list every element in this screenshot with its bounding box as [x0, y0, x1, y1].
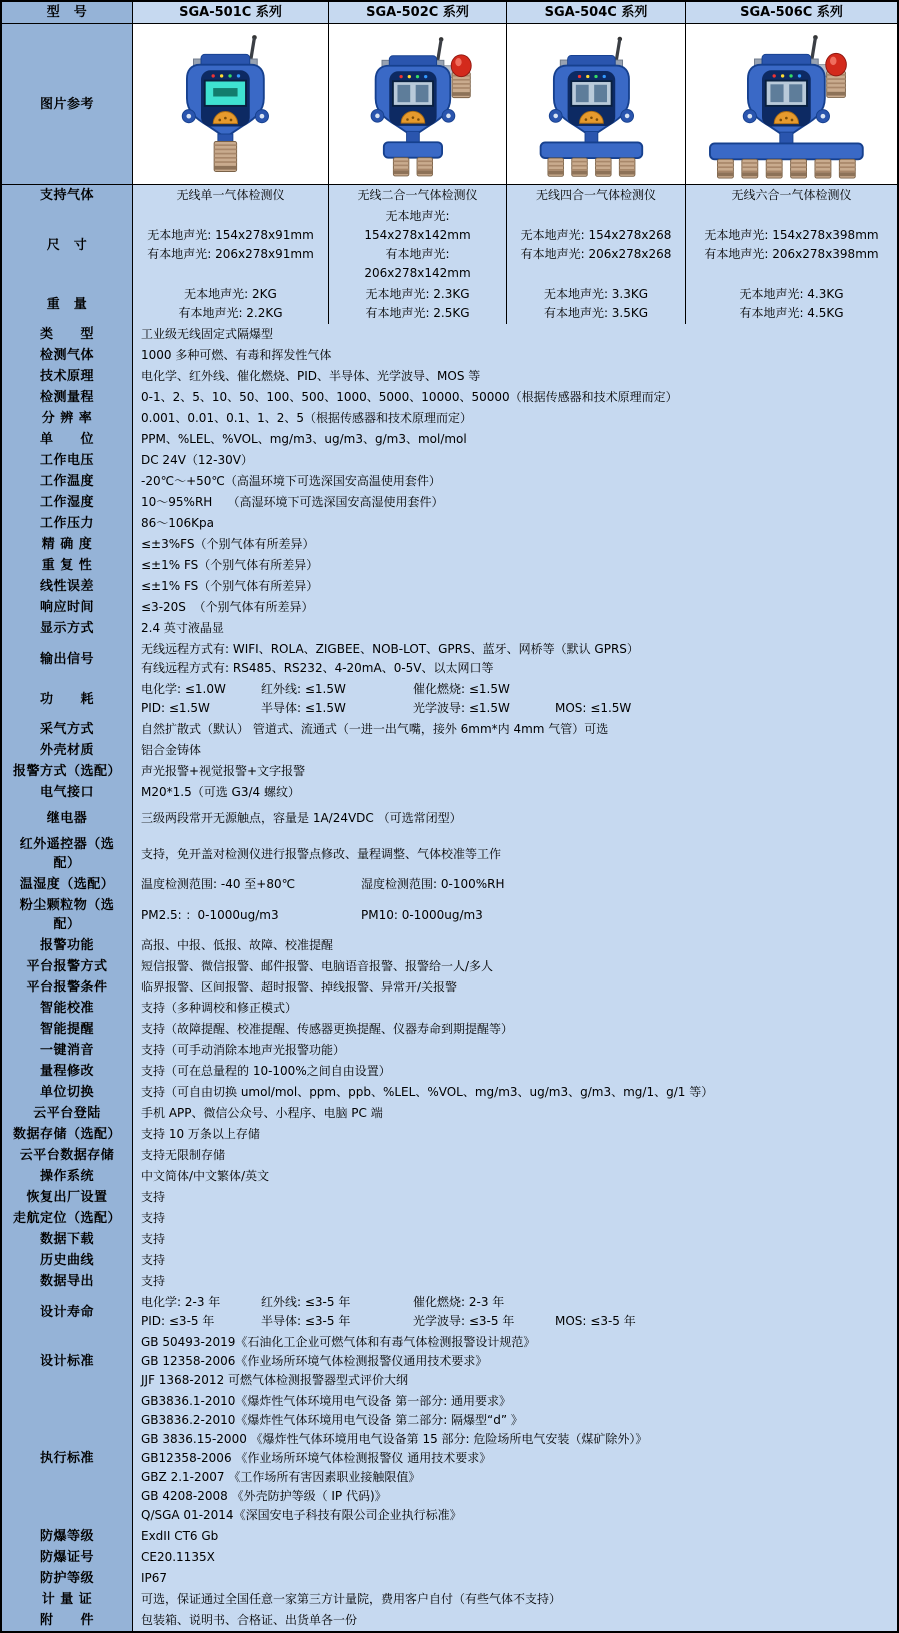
row-label-data-storage: 数据存储（选配）: [2, 1124, 133, 1145]
row-label-ir-remote: 红外遥控器（选配）: [2, 834, 133, 874]
cell-smart-calibration: 支持（多种调校和修正模式）: [133, 998, 897, 1019]
row-label-cloud-storage: 云平台数据存储: [2, 1145, 133, 1166]
cell-voltage: DC 24V（12-30V）: [133, 450, 897, 471]
cell-weight-col1: 无本地声光: 2KG 有本地声光: 2.2KG: [133, 284, 329, 324]
spec-row-work-pressure: [2, 513, 897, 534]
row-label-design-standard: 设计标准: [2, 1332, 133, 1391]
row-label-data-export: 数据导出: [2, 1271, 133, 1292]
row-label-navigation: 走航定位（选配）: [2, 1208, 133, 1229]
cell-dimensions-col1: 无本地声光: 154x278x91mm 有本地声光: 206x278x91mm: [133, 206, 329, 284]
row-label-ip-rating: 防护等级: [2, 1568, 133, 1589]
row-label-temp-humidity: 温湿度（选配）: [2, 874, 133, 895]
spec-row-platform-alarm-mode: [2, 956, 897, 977]
row-label-platform-alarm-mode: 平台报警方式: [2, 956, 133, 977]
spec-row-response-time: [2, 597, 897, 618]
spec-row-temp-humidity: [2, 874, 897, 895]
spec-row-voltage: [2, 450, 897, 471]
image-row: [2, 24, 897, 185]
cell-weight-col4: 无本地声光: 4.3KG 有本地声光: 4.5KG: [686, 284, 897, 324]
row-label-linearity: 线性误差: [2, 576, 133, 597]
cell-os: 中文简体/中文繁体/英文: [133, 1166, 897, 1187]
cell-unit: PPM、%LEL、%VOL、mg/m3、ug/m3、g/m3、mol/mol: [133, 429, 897, 450]
row-label-explosion-class: 防爆等级: [2, 1526, 133, 1547]
image-row-label: 图片参考: [2, 24, 133, 185]
spec-row-data-storage: [2, 1124, 897, 1145]
spec-row-design-life: [2, 1292, 897, 1332]
spec-row-repeatability: [2, 555, 897, 576]
spec-row-data-download: [2, 1229, 897, 1250]
spec-row-accessories: [2, 1610, 897, 1631]
spec-row-dust-particles: [2, 895, 897, 935]
cell-alarm-mode: 声光报警+视觉报警+文字报警: [133, 761, 897, 782]
row-label-smart-calibration: 智能校准: [2, 998, 133, 1019]
spec-row-unit: [2, 429, 897, 450]
row-label-power-consumption: 功 耗: [2, 679, 133, 719]
cell-platform-alarm-condition: 临界报警、区间报警、超时报警、掉线报警、异常开/关报警: [133, 977, 897, 998]
cell-linearity: ≤±1% FS（个别气体有所差异）: [133, 576, 897, 597]
cell-supported-gas-col4: 无线六合一气体检测仪: [686, 185, 897, 206]
cell-factory-reset: 支持: [133, 1187, 897, 1208]
cell-temp-humidity: 温度检测范围: -40 至+80℃ 湿度检测范围: 0-100%RH: [133, 874, 897, 895]
row-label-explosion-cert: 防爆证号: [2, 1547, 133, 1568]
cell-data-export: 支持: [133, 1271, 897, 1292]
spec-row-design-standard: [2, 1332, 897, 1391]
spec-row-alarm-mode: [2, 761, 897, 782]
cell-one-key-mute: 支持（可手动消除本地声光报警功能）: [133, 1040, 897, 1061]
header-model-label: 型 号: [2, 2, 133, 24]
spec-row-cloud-storage: [2, 1145, 897, 1166]
row-label-history-curve: 历史曲线: [2, 1250, 133, 1271]
spec-row-accuracy: [2, 534, 897, 555]
device-image-sga-504c: [509, 26, 683, 182]
row-label-output-signal: 输出信号: [2, 639, 133, 679]
cell-cloud-storage: 支持无限制存储: [133, 1145, 897, 1166]
device-image-sga-506c: [688, 26, 895, 182]
spec-row-factory-reset: [2, 1187, 897, 1208]
spec-row-output-signal: [2, 639, 897, 679]
cell-supported-gas-col2: 无线二合一气体检测仪: [329, 185, 507, 206]
cell-relay: 三级两段常开无源触点，容量是 1A/24VDC （可选常闭型）: [133, 803, 897, 834]
spec-row-work-temperature: [2, 471, 897, 492]
row-label-work-temperature: 工作温度: [2, 471, 133, 492]
row-label-data-download: 数据下载: [2, 1229, 133, 1250]
spec-row-smart-calibration: [2, 998, 897, 1019]
spec-row-supported-gas: [2, 185, 897, 206]
cell-data-download: 支持: [133, 1229, 897, 1250]
row-label-work-humidity: 工作湿度: [2, 492, 133, 513]
spec-row-os: [2, 1166, 897, 1187]
row-label-unit-switch: 单位切换: [2, 1082, 133, 1103]
row-label-cloud-login: 云平台登陆: [2, 1103, 133, 1124]
row-label-one-key-mute: 一键消音: [2, 1040, 133, 1061]
cell-principle: 电化学、红外线、催化燃烧、PID、半导体、光学波导、MOS 等: [133, 366, 897, 387]
spec-row-data-export: [2, 1271, 897, 1292]
cell-unit-switch: 支持（可自由切换 umol/mol、ppm、ppb、%LEL、%VOL、mg/m3、ug/m3、g/m3、mg/1、g/1 等）: [133, 1082, 897, 1103]
spec-row-housing: [2, 740, 897, 761]
spec-row-history-curve: [2, 1250, 897, 1271]
cell-type: 工业级无线固定式隔爆型: [133, 324, 897, 345]
row-label-sampling: 采气方式: [2, 719, 133, 740]
row-label-repeatability: 重 复 性: [2, 555, 133, 576]
spec-row-one-key-mute: [2, 1040, 897, 1061]
cell-platform-alarm-mode: 短信报警、微信报警、邮件报警、电脑语音报警、报警给一人/多人: [133, 956, 897, 977]
cell-ir-remote: 支持，免开盖对检测仪进行报警点修改、量程调整、气体校准等工作: [133, 834, 897, 874]
row-label-housing: 外壳材质: [2, 740, 133, 761]
device-image-sga-501c: [135, 26, 326, 182]
row-label-type: 类 型: [2, 324, 133, 345]
spec-rows-container: [2, 185, 897, 1631]
cell-accuracy: ≤±3%FS（个别气体有所差异）: [133, 534, 897, 555]
cell-design-life: 电化学: 2-3 年 红外线: ≤3-5 年 催化燃烧: 2-3 年 PID: ≤3-5 年 半导体: ≤3-5 年 光学波导: ≤3-5 年 MOS: ≤3-5 年: [133, 1292, 897, 1332]
spec-row-navigation: [2, 1208, 897, 1229]
row-label-design-life: 设计寿命: [2, 1292, 133, 1332]
row-label-display: 显示方式: [2, 618, 133, 639]
cell-accessories: 包装箱、说明书、合格证、出货单各一份: [133, 1610, 897, 1631]
cell-smart-reminder: 支持（故障提醒、校准提醒、传感器更换提醒、仪器寿命到期提醒等）: [133, 1019, 897, 1040]
spec-row-ir-remote: [2, 834, 897, 874]
cell-dimensions-col3: 无本地声光: 154x278x268 有本地声光: 206x278x268: [507, 206, 686, 284]
spec-row-resolution: [2, 408, 897, 429]
row-label-metrology-cert: 计 量 证: [2, 1589, 133, 1610]
cell-repeatability: ≤±1% FS（个别气体有所差异）: [133, 555, 897, 576]
spec-row-range-modify: [2, 1061, 897, 1082]
cell-explosion-class: ExdII CT6 Gb: [133, 1526, 897, 1547]
device-cell-sga-501c: [133, 24, 329, 185]
cell-resolution: 0.001、0.01、0.1、1、2、5（根据传感器和技术原理而定）: [133, 408, 897, 429]
row-label-alarm-mode: 报警方式（选配）: [2, 761, 133, 782]
row-label-resolution: 分 辨 率: [2, 408, 133, 429]
row-label-principle: 技术原理: [2, 366, 133, 387]
cell-work-temperature: -20℃～+50℃（高温环境下可选深国安高温使用套件）: [133, 471, 897, 492]
spec-row-explosion-cert: [2, 1547, 897, 1568]
cell-dust-particles: PM2.5: ：0-1000ug/m3 PM10: 0-1000ug/m3: [133, 895, 897, 935]
cell-housing: 铝合金铸体: [133, 740, 897, 761]
spec-row-type: [2, 324, 897, 345]
spec-row-sampling: [2, 719, 897, 740]
spec-row-alarm-functions: [2, 935, 897, 956]
row-label-alarm-functions: 报警功能: [2, 935, 133, 956]
row-label-electrical-port: 电气接口: [2, 782, 133, 803]
row-label-factory-reset: 恢复出厂设置: [2, 1187, 133, 1208]
row-label-accuracy: 精 确 度: [2, 534, 133, 555]
cell-history-curve: 支持: [133, 1250, 897, 1271]
spec-row-weight: [2, 284, 897, 324]
row-label-execution-standard: 执行标准: [2, 1391, 133, 1526]
spec-row-range: [2, 387, 897, 408]
row-label-accessories: 附 件: [2, 1610, 133, 1631]
cell-supported-gas-col3: 无线四合一气体检测仪: [507, 185, 686, 206]
cell-electrical-port: M20*1.5（可选 G3/4 螺纹）: [133, 782, 897, 803]
spec-row-execution-standard: [2, 1391, 897, 1526]
cell-cloud-login: 手机 APP、微信公众号、小程序、电脑 PC 端: [133, 1103, 897, 1124]
spec-row-dimensions: [2, 206, 897, 284]
cell-detect-gas: 1000 多种可燃、有毒和挥发性气体: [133, 345, 897, 366]
cell-explosion-cert: CE20.1135X: [133, 1547, 897, 1568]
cell-ip-rating: IP67: [133, 1568, 897, 1589]
cell-work-pressure: 86～106Kpa: [133, 513, 897, 534]
row-label-work-pressure: 工作压力: [2, 513, 133, 534]
cell-dimensions-col2: 无本地声光: 154x278x142mm 有本地声光: 206x278x142mm: [329, 206, 507, 284]
spec-row-detect-gas: [2, 345, 897, 366]
cell-supported-gas-col1: 无线单一气体检测仪: [133, 185, 329, 206]
device-cell-sga-504c: [507, 24, 686, 185]
row-label-response-time: 响应时间: [2, 597, 133, 618]
spec-row-smart-reminder: [2, 1019, 897, 1040]
row-label-smart-reminder: 智能提醒: [2, 1019, 133, 1040]
row-label-range: 检测量程: [2, 387, 133, 408]
spec-row-electrical-port: [2, 782, 897, 803]
row-label-detect-gas: 检测气体: [2, 345, 133, 366]
spec-row-ip-rating: [2, 1568, 897, 1589]
header-col-sga-504c: SGA-504C 系列: [507, 2, 686, 24]
spec-row-relay: [2, 803, 897, 834]
row-label-relay: 继电器: [2, 803, 133, 834]
spec-row-explosion-class: [2, 1526, 897, 1547]
cell-display: 2.4 英寸液晶显: [133, 618, 897, 639]
row-label-os: 操作系统: [2, 1166, 133, 1187]
row-label-range-modify: 量程修改: [2, 1061, 133, 1082]
cell-power-consumption: 电化学: ≤1.0W 红外线: ≤1.5W 催化燃烧: ≤1.5W PID: ≤1.5W 半导体: ≤1.5W 光学波导: ≤1.5W MOS: ≤1.5W: [133, 679, 897, 719]
spec-row-unit-switch: [2, 1082, 897, 1103]
row-label-platform-alarm-condition: 平台报警条件: [2, 977, 133, 998]
row-label-voltage: 工作电压: [2, 450, 133, 471]
row-label-weight: 重 量: [2, 284, 133, 324]
cell-alarm-functions: 高报、中报、低报、故障、校准提醒: [133, 935, 897, 956]
cell-navigation: 支持: [133, 1208, 897, 1229]
cell-output-signal: 无线远程方式有: WIFI、ROLA、ZIGBEE、NOB-LOT、GPRS、蓝牙、网桥等（默认 GPRS） 有线远程方式有: RS485、RS232、4-20mA、0-5V、以太网口等: [133, 639, 897, 679]
spec-row-metrology-cert: [2, 1589, 897, 1610]
row-label-supported-gas: 支持气体: [2, 185, 133, 206]
device-cell-sga-502c: [329, 24, 507, 185]
cell-work-humidity: 10～95%RH （高湿环境下可选深国安高湿使用套件）: [133, 492, 897, 513]
header-col-sga-501c: SGA-501C 系列: [133, 2, 329, 24]
header-col-sga-506c: SGA-506C 系列: [686, 2, 897, 24]
cell-range: 0-1、2、5、10、50、100、500、1000、5000、10000、50000（根据传感器和技术原理而定）: [133, 387, 897, 408]
spec-row-principle: [2, 366, 897, 387]
cell-range-modify: 支持（可在总量程的 10-100%之间自由设置）: [133, 1061, 897, 1082]
spec-row-platform-alarm-condition: [2, 977, 897, 998]
cell-design-standard: GB 50493-2019《石油化工企业可燃气体和有毒气体检测报警设计规范》 GB 12358-2006《作业场所环境气体检测报警仪通用技术要求》 JJF 1368-2012 可燃气体检测报警器型式评价大纲: [133, 1332, 897, 1391]
spec-row-power-consumption: [2, 679, 897, 719]
cell-dimensions-col4: 无本地声光: 154x278x398mm 有本地声光: 206x278x398mm: [686, 206, 897, 284]
spec-row-work-humidity: [2, 492, 897, 513]
cell-sampling: 自然扩散式（默认） 管道式、流通式（一进一出气嘴，接外 6mm*内 4mm 气管）可选: [133, 719, 897, 740]
cell-metrology-cert: 可选，保证通过全国任意一家第三方计量院，费用客户自付（有些气体不支持）: [133, 1589, 897, 1610]
cell-response-time: ≤3-20S （个别气体有所差异）: [133, 597, 897, 618]
header-col-sga-502c: SGA-502C 系列: [329, 2, 507, 24]
cell-execution-standard: GB3836.1-2010《爆炸性气体环境用电气设备 第一部分: 通用要求》 GB3836.2-2010《爆炸性气体环境用电气设备 第二部分: 隔爆型“d” 》 GB 3836.15-2000 《爆炸性气体环境用电气设备第 15 部分: 危险场所电气安装（煤矿除外）》 GB12358-2006 《作业场所环境气体检测报警仪 通用技术要求》 GBZ 2.1-2007 《工作场所有害因素职业接触限值》 GB 4208-2008 《外壳防护等级（ IP 代码)》 Q/SGA 01-2014《深国安电子科技有限公司企业执行标准》: [133, 1391, 897, 1526]
cell-weight-col2: 无本地声光: 2.3KG 有本地声光: 2.5KG: [329, 284, 507, 324]
spec-row-linearity: [2, 576, 897, 597]
cell-weight-col3: 无本地声光: 3.3KG 有本地声光: 3.5KG: [507, 284, 686, 324]
cell-data-storage: 支持 10 万条以上存储: [133, 1124, 897, 1145]
spec-row-display: [2, 618, 897, 639]
device-cell-sga-506c: [686, 24, 897, 185]
header-row: [2, 2, 897, 24]
row-label-dimensions: 尺 寸: [2, 206, 133, 284]
row-label-unit: 单 位: [2, 429, 133, 450]
device-image-sga-502c: [331, 26, 504, 182]
spec-row-cloud-login: [2, 1103, 897, 1124]
row-label-dust-particles: 粉尘颗粒物（选配）: [2, 895, 133, 935]
